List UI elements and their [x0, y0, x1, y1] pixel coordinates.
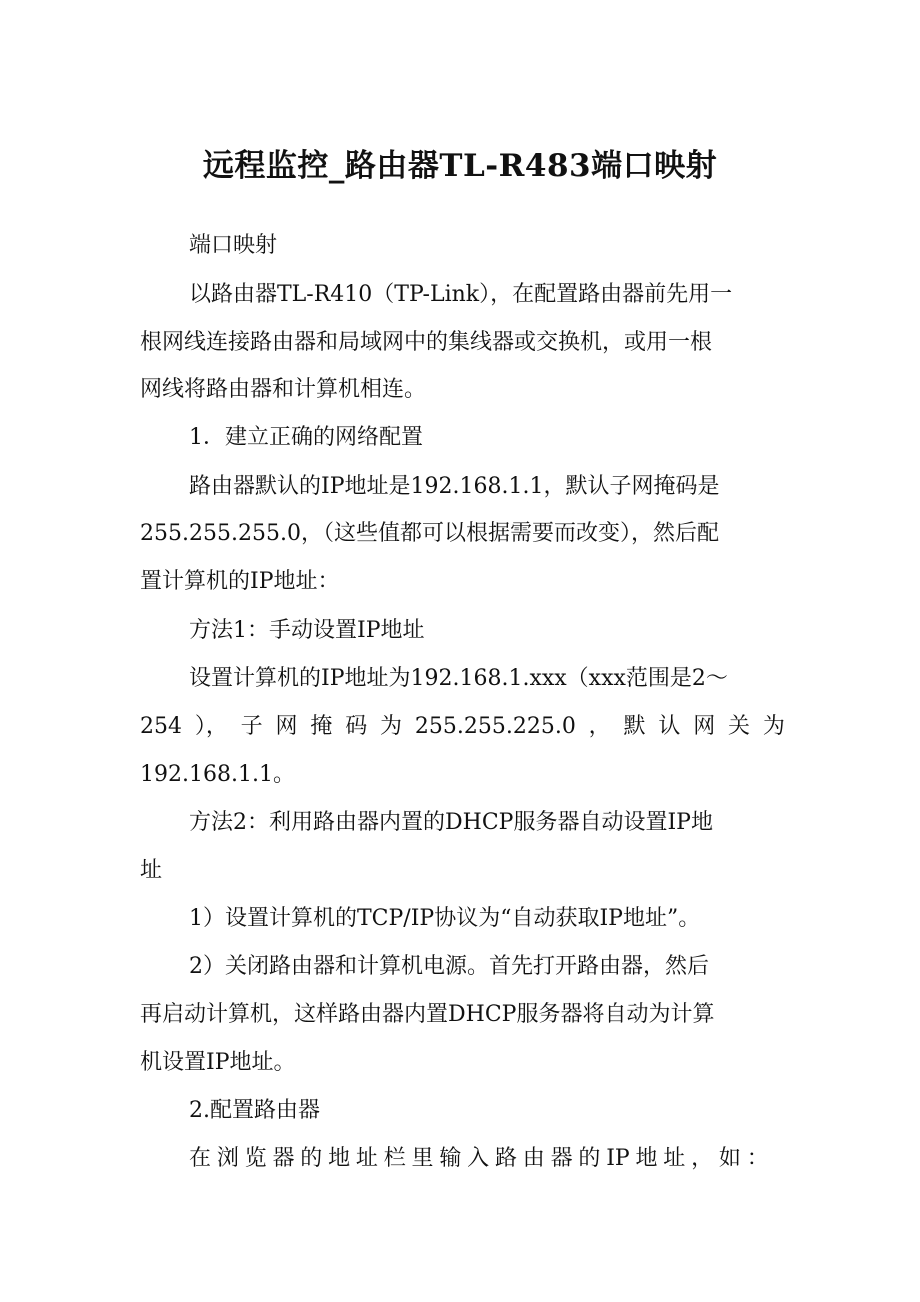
document-title: 远程监控_路由器TL-R483端口映射: [202, 148, 718, 184]
text-token: ：: [746, 1146, 769, 1171]
text-token: ），: [194, 714, 228, 739]
text-token: ，: [691, 1146, 714, 1171]
section-heading: 2.配置路由器: [189, 1098, 320, 1123]
text-token: 254: [140, 714, 182, 739]
paragraph-line: 设置计算机的IP地址为192.168.1.xxx（xxx范围是2～: [189, 666, 728, 691]
text-token: 码: [345, 714, 368, 739]
paragraph-line: 192.168.1.1。: [140, 762, 295, 787]
text-token: 器: [272, 1146, 295, 1171]
paragraph-line: 址: [140, 858, 163, 883]
text-token: 的: [578, 1146, 601, 1171]
text-token: 默: [623, 714, 646, 739]
text-token: 输: [439, 1146, 462, 1171]
text-token: 在: [189, 1146, 212, 1171]
text-token: 址: [663, 1146, 686, 1171]
paragraph-line: 机设置IP地址。: [140, 1050, 296, 1075]
section-heading: 1．建立正确的网络配置: [189, 425, 423, 450]
text-token: 地: [635, 1146, 658, 1171]
method-heading: 方法2：利用路由器内置的DHCP服务器自动设置IP地: [189, 810, 713, 835]
text-token: 为: [762, 714, 785, 739]
text-token: 入: [467, 1146, 490, 1171]
paragraph-line: 以路由器TL-R410（TP-Link），在配置路由器前先用一: [189, 282, 733, 307]
paragraph-line: 再启动计算机，这样路由器内置DHCP服务器将自动为计算: [140, 1002, 715, 1027]
paragraph-line: 1）设置计算机的TCP/IP协议为“自动获取IP地址”。: [189, 906, 701, 931]
method-heading: 方法1：手动设置IP地址: [189, 618, 425, 643]
paragraph-line-justified: [140, 711, 785, 743]
paragraph-line: 根网线连接路由器和局域网中的集线器或交换机，或用一根: [140, 330, 713, 355]
text-token: 地: [328, 1146, 351, 1171]
text-token: 关: [728, 714, 751, 739]
text-token: 的: [300, 1146, 323, 1171]
paragraph-line-justified: [189, 1143, 769, 1175]
text-token: 器: [550, 1146, 573, 1171]
text-token: 255.255.225.0: [414, 714, 576, 739]
text-token: ，: [588, 714, 611, 739]
text-token: 路: [494, 1146, 517, 1171]
text-token: 网: [275, 714, 298, 739]
paragraph-line: 255.255.255.0，（这些值都可以根据需要而改变），然后配: [140, 521, 719, 546]
paragraph-line: 置计算机的IP地址：: [140, 569, 340, 594]
text-token: 掩: [310, 714, 333, 739]
text-token: 栏: [383, 1146, 406, 1171]
text-token: 里: [411, 1146, 434, 1171]
paragraph-line: 端口映射: [189, 233, 278, 258]
text-token: 为: [380, 714, 403, 739]
text-token: 览: [244, 1146, 267, 1171]
paragraph-line: 2）关闭路由器和计算机电源。首先打开路由器，然后: [189, 954, 709, 979]
text-token: 浏: [216, 1146, 239, 1171]
text-token: 子: [240, 714, 263, 739]
text-token: 如: [718, 1146, 741, 1171]
text-token: 网: [693, 714, 716, 739]
paragraph-line: 路由器默认的IP地址是192.168.1.1，默认子网掩码是: [189, 474, 720, 499]
text-token: IP: [606, 1146, 630, 1171]
paragraph-line: 网线将路由器和计算机相连。: [140, 377, 427, 402]
text-token: 址: [355, 1146, 378, 1171]
text-token: 认: [658, 714, 681, 739]
text-token: 由: [522, 1146, 545, 1171]
